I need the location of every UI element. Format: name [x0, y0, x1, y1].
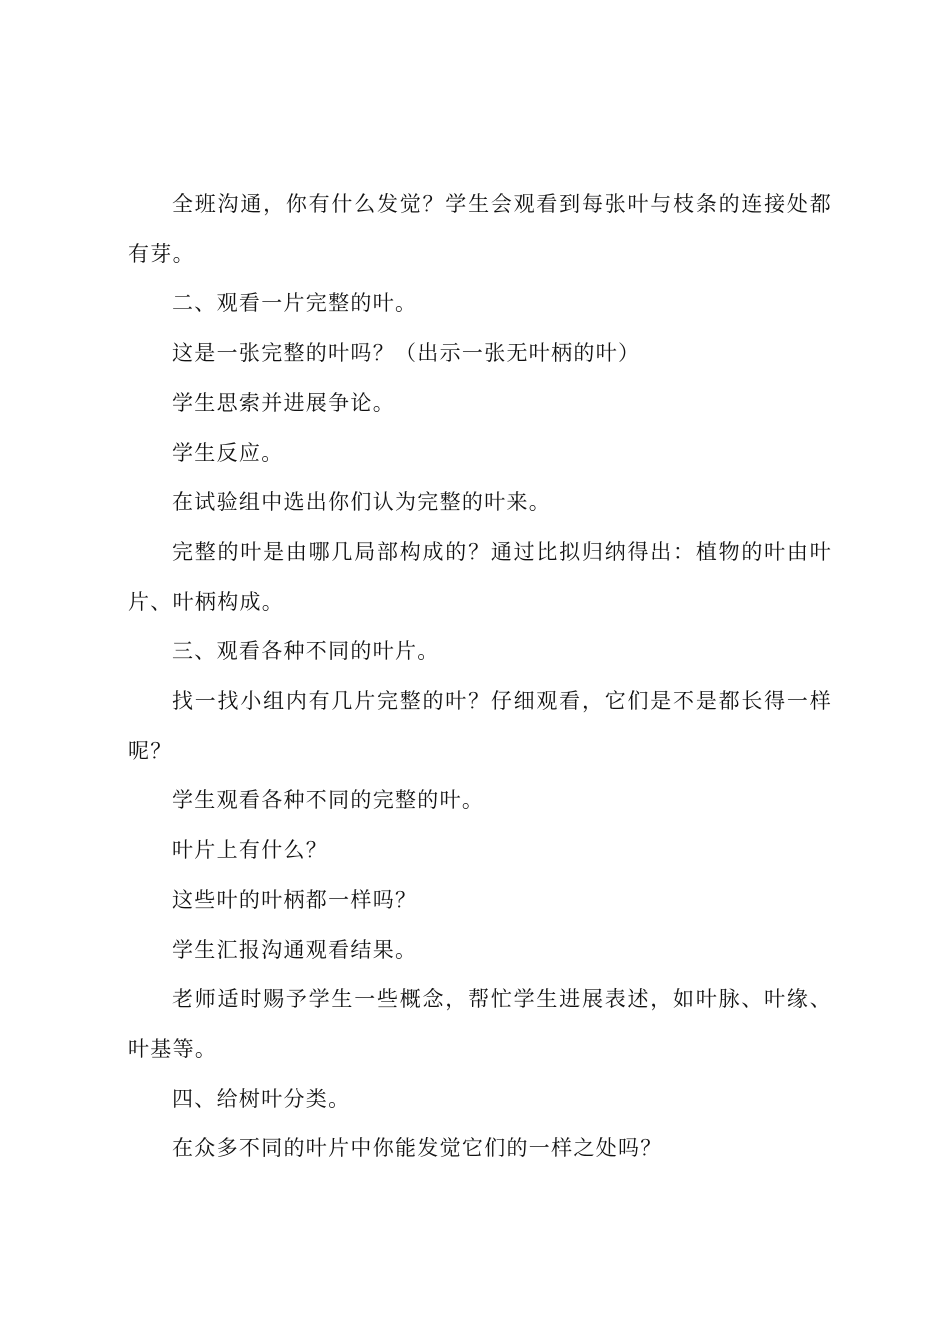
paragraph-student-discussion: 学生思索并进展争论。 [172, 390, 395, 415]
paragraph-observe-leaves: 学生观看各种不同的完整的叶。 [172, 788, 485, 813]
document-body [128, 180, 832, 1174]
paragraph-question-similarities: 在众多不同的叶片中你能发觉它们的一样之处吗？ [172, 1136, 663, 1161]
paragraph-question-blade: 叶片上有什么？ [172, 838, 329, 863]
heading-section-two: 二、观看一片完整的叶。 [172, 291, 418, 316]
paragraph-find-leaves: 找一找小组内有几片完整的叶？仔细观看，它们是不是都长得一样呢？ [128, 689, 832, 763]
heading-section-four: 四、给树叶分类。 [172, 1086, 351, 1111]
paragraph-teacher-concepts: 老师适时赐予学生一些概念，帮忙学生进展表述，如叶脉、叶缘、叶基等。 [128, 987, 832, 1061]
paragraph-student-report: 学生汇报沟通观看结果。 [172, 937, 418, 962]
paragraph-question-complete-leaf: 这是一张完整的叶吗？（出示一张无叶柄的叶） [172, 341, 641, 366]
paragraph-select-leaf: 在试验组中选出你们认为完整的叶来。 [172, 490, 552, 515]
paragraph-question-petiole: 这些叶的叶柄都一样吗？ [172, 887, 418, 912]
heading-section-three: 三、观看各种不同的叶片。 [172, 639, 440, 664]
paragraph-student-response: 学生反应。 [172, 440, 284, 465]
paragraph-class-discussion: 全班沟通，你有什么发觉？学生会观看到每张叶与枝条的连接处都有芽。 [128, 192, 832, 266]
paragraph-leaf-parts: 完整的叶是由哪几局部构成的？通过比拟归纳得出：植物的叶由叶片、叶柄构成。 [128, 539, 832, 614]
